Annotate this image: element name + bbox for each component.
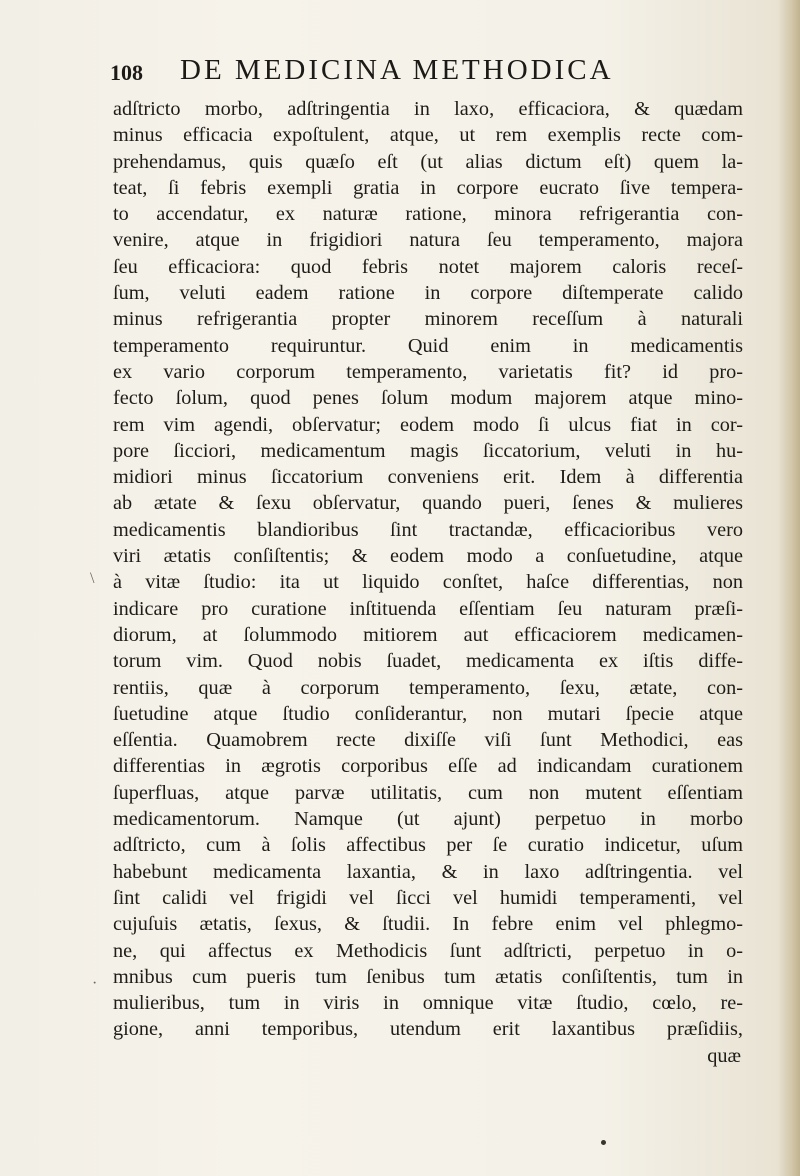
text-line: ſuperfluas, atque parvæ utilitatis, cum non mutent eſſentiam [113, 781, 743, 804]
text-line: midiori minus ſiccatorium conveniens erit. Idem à differentia [113, 466, 743, 489]
text-line: medicamentorum. Namque (ut ajunt) perpetuo in morbo [113, 808, 743, 831]
ink-dot [601, 1140, 606, 1145]
text-line: ſuetudine atque ſtudio conſiderantur, non mutari ſpecie atque [113, 702, 743, 725]
text-line: rem vim agendi, obſervatur; eodem modo ſi ulcus fiat in cor- [113, 413, 743, 436]
text-line: diorum, at ſolummodo mitiorem aut efficaciorem medicamen- [113, 623, 743, 646]
page-edge-shadow [778, 0, 800, 1176]
text-line: adſtricto morbo, adſtringentia in laxo, efficaciora, & quædam [113, 98, 743, 120]
text-line: gione, anni temporibus, utendum erit laxantibus præſidiis, [113, 1018, 743, 1041]
text-line: cujuſuis ætatis, ſexus, & ſtudii. In febre enim vel phlegmo- [113, 913, 743, 936]
text-line: temperamento requiruntur. Quid enim in medicamentis [113, 334, 743, 357]
page-number: 108 [110, 60, 143, 85]
text-line: ſint calidi vel frigidi vel ſicci vel humidi temperamenti, vel [113, 886, 743, 909]
text-line: mulieribus, tum in viris in omnique vitæ ſtudio, cœlo, re- [113, 992, 743, 1015]
text-line: differentias in ægrotis corporibus eſſe ad indicandam curationem [113, 755, 743, 778]
text-line: prehendamus, quis quæſo eſt (ut alias dictum eſt) quem la- [113, 150, 743, 173]
text-line: venire, atque in frigidiori natura ſeu temperamento, majora [113, 229, 743, 252]
text-line: adſtricto, cum à ſolis affectibus per ſe curatio indicetur, uſum [113, 834, 743, 857]
text-line: torum vim. Quod nobis ſuadet, medicamenta ex iſtis diffe- [113, 650, 743, 673]
text-line: ſeu efficaciora: quod febris notet majorem caloris receſ- [113, 255, 743, 278]
text-line: medicamentis blandioribus ſint tractandæ, efficacioribus vero [113, 518, 743, 541]
text-line: indicare pro curatione inſtituenda eſſentiam ſeu naturam præſi- [113, 597, 743, 620]
text-line: ab ætate & ſexu obſervatur, quando pueri, ſenes & mulieres [113, 492, 743, 515]
catchword: quæ [707, 1044, 741, 1067]
margin-tick-mark: \ [90, 570, 95, 587]
text-line: à vitæ ſtudio: ita ut liquido conſtet, haſce differentias, non [113, 571, 743, 594]
text-line: minus efficacia expoſtulent, atque, ut rem exemplis recte com- [113, 124, 743, 147]
text-line: eſſentia. Quamobrem recte dixiſſe viſi ſunt Methodici, eas [113, 729, 743, 752]
text-line: minus refrigerantia propter minorem receſſum à naturali [113, 308, 743, 331]
text-line: ſum, veluti eadem ratione in corpore diſtemperate calido [113, 282, 743, 305]
text-line: mnibus cum pueris tum ſenibus tum ætatis conſiſtentis, tum in [113, 965, 743, 988]
text-line: viri ætatis conſiſtentis; & eodem modo a conſuetudine, atque [113, 545, 743, 568]
text-line: fecto ſolum, quod penes ſolum modum majorem atque mino- [113, 387, 743, 410]
text-line: rentiis, quæ à corporum temperamento, ſexu, ætate, con- [113, 676, 743, 699]
text-line: ne, qui affectus ex Methodicis ſunt adſtricti, perpetuo in o- [113, 939, 743, 962]
margin-tick-mark: · [92, 975, 98, 992]
text-line: ex vario corporum temperamento, varietatis fit? id pro- [113, 360, 743, 383]
text-line: to accendatur, ex naturæ ratione, minora refrigerantia con- [113, 203, 743, 226]
running-head: DE MEDICINA METHODICA [180, 54, 614, 86]
body-text [113, 96, 743, 1069]
text-line: teat, ſi febris exempli gratia in corpore eucrato ſive tempera- [113, 176, 743, 199]
page-header [110, 54, 730, 90]
text-line: pore ſicciori, medicamentum magis ſiccatorium, veluti in hu- [113, 439, 743, 462]
text-line: habebunt medicamenta laxantia, & in laxo adſtringentia. vel [113, 860, 743, 883]
